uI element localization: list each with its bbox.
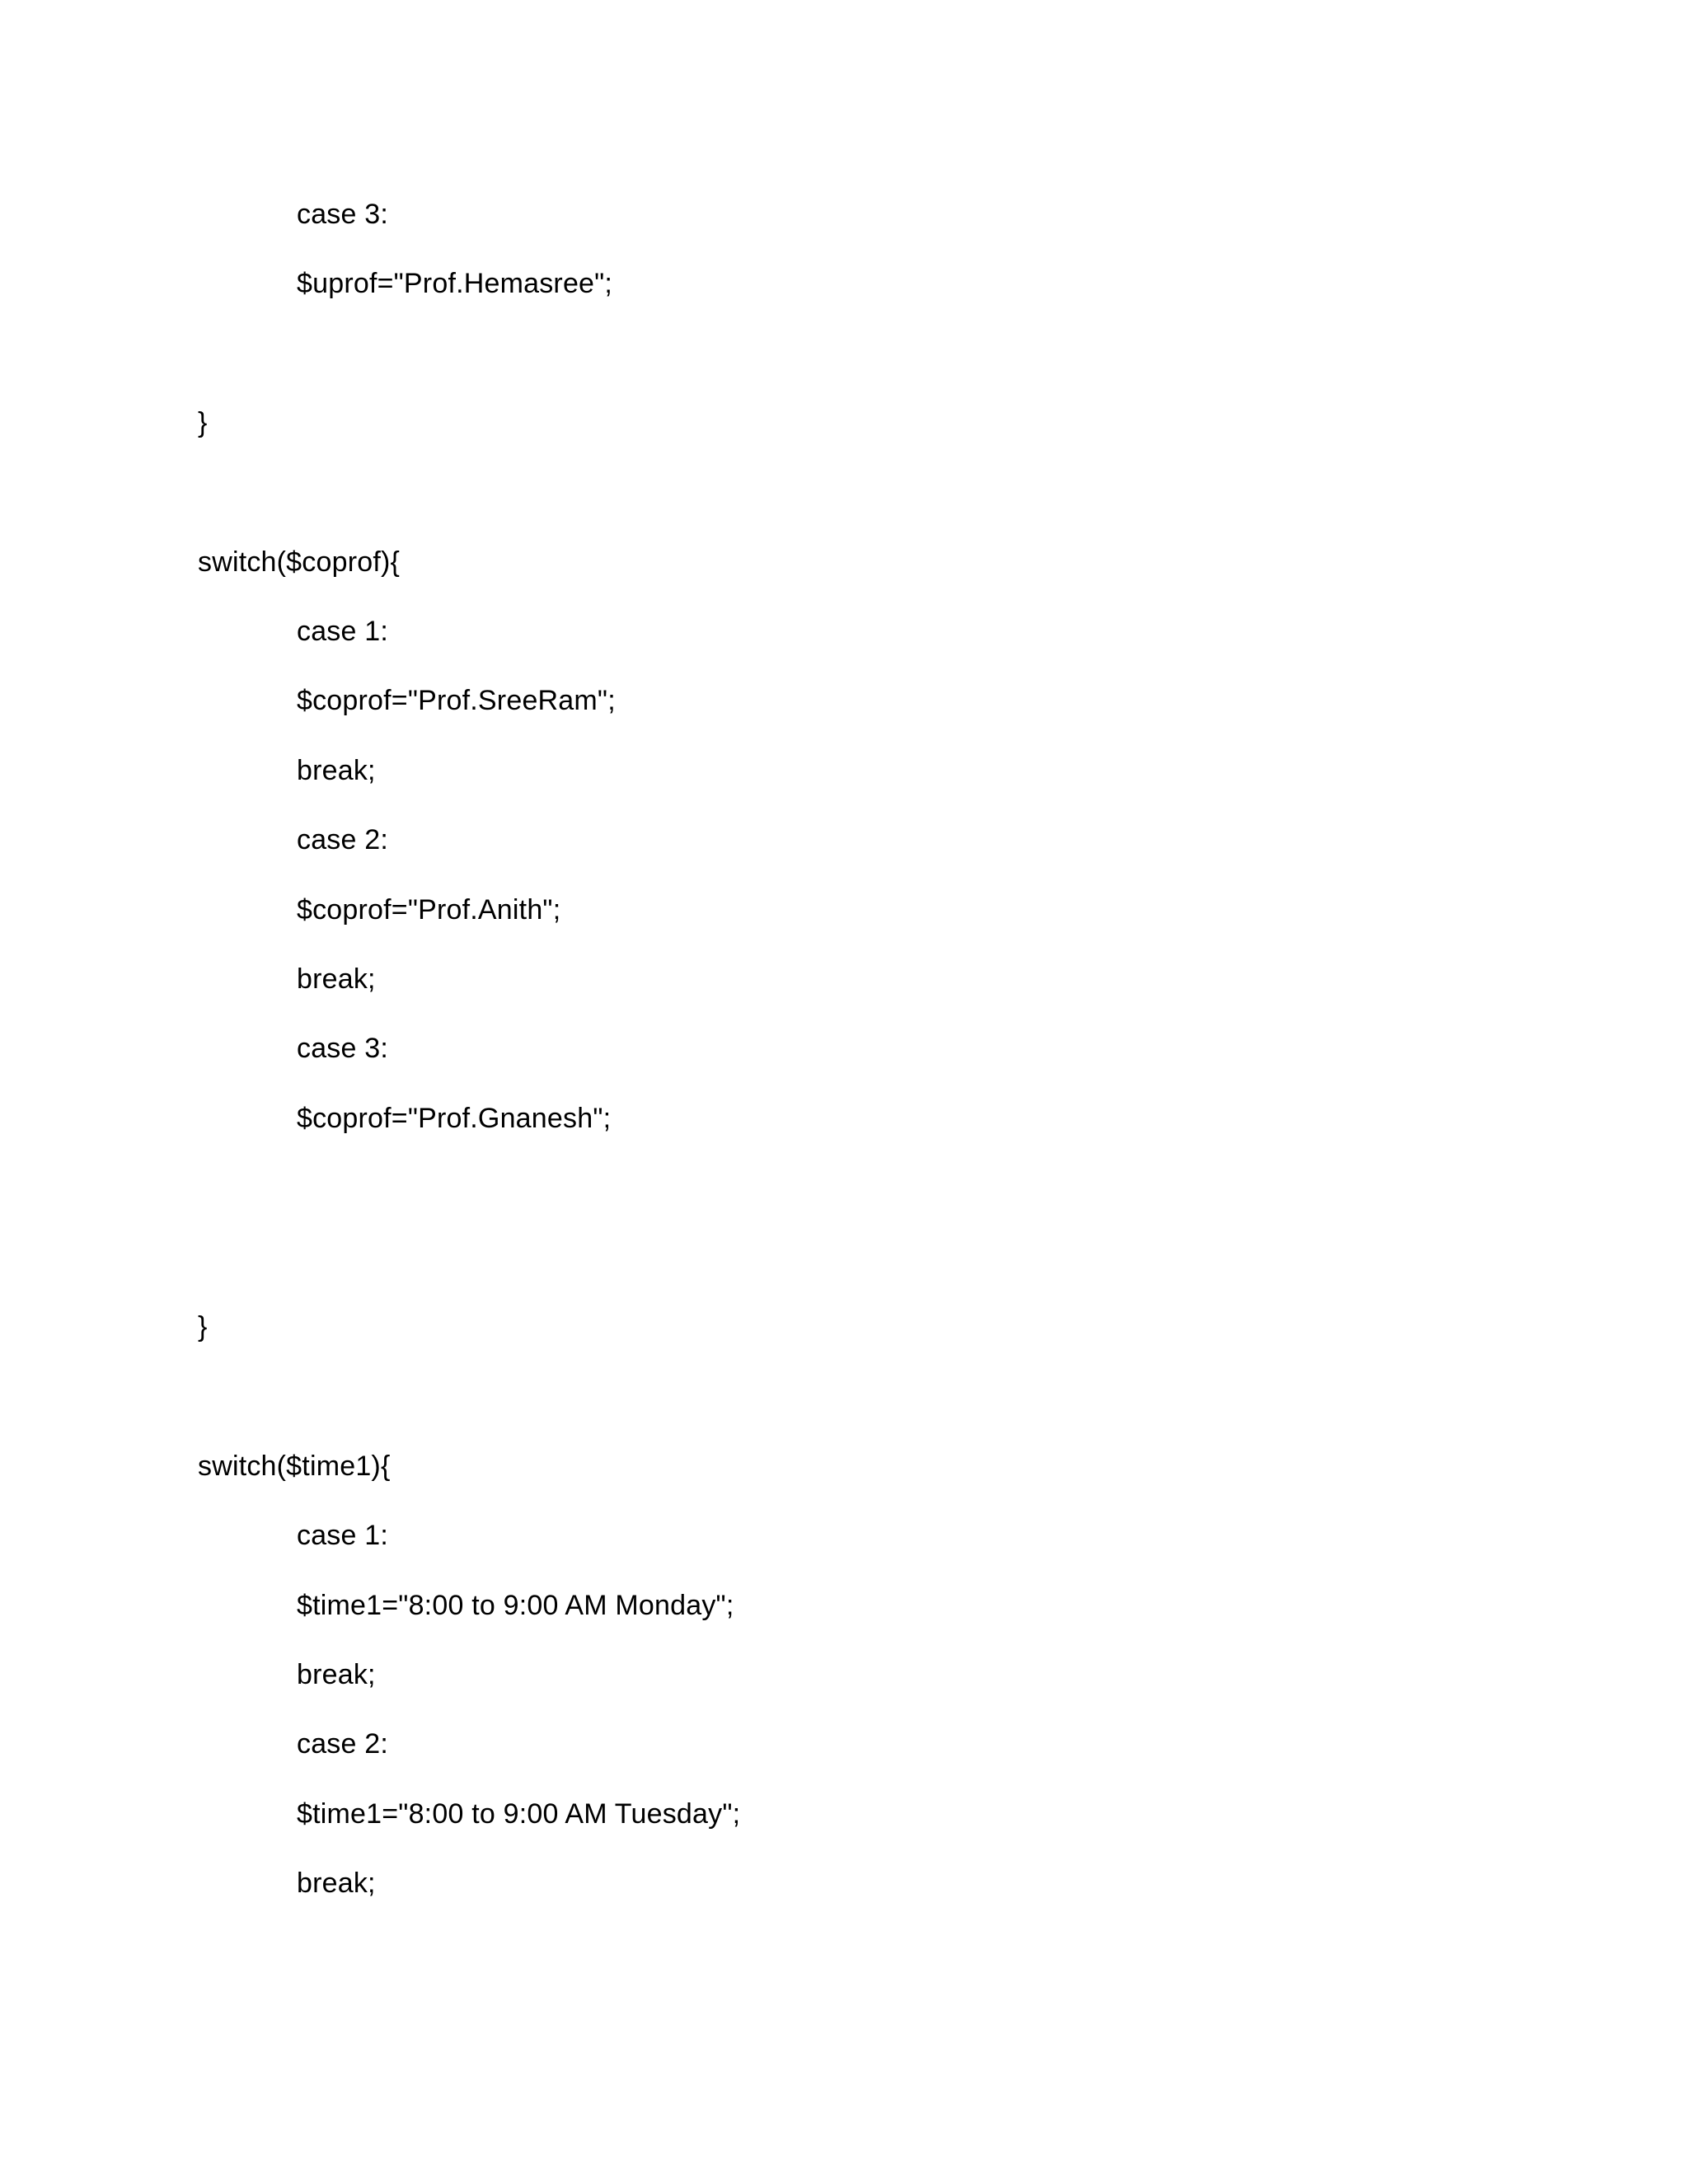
code-line: $uprof="Prof.Hemasree";: [297, 268, 613, 299]
code-line: break;: [297, 1659, 376, 1690]
code-line: $time1="8:00 to 9:00 AM Tuesday";: [297, 1798, 741, 1830]
code-line: $time1="8:00 to 9:00 AM Monday";: [297, 1590, 734, 1621]
code-line: $coprof="Prof.Gnanesh";: [297, 1103, 612, 1134]
code-line: case 3:: [297, 199, 389, 230]
code-line: case 3:: [297, 1033, 389, 1064]
code-line: case 2:: [297, 824, 389, 855]
code-line: switch($coprof){: [198, 546, 401, 578]
code-line: break;: [297, 755, 376, 786]
code-line: case 1:: [297, 1520, 389, 1551]
code-line: case 2:: [297, 1728, 389, 1760]
code-line: }: [198, 407, 208, 438]
code-line: $coprof="Prof.Anith";: [297, 894, 561, 926]
code-line: switch($time1){: [198, 1451, 391, 1482]
code-line: break;: [297, 963, 376, 995]
code-line: case 1:: [297, 616, 389, 647]
code-line: }: [198, 1311, 208, 1343]
code-line: $coprof="Prof.SreeRam";: [297, 685, 616, 716]
code-line: break;: [297, 1868, 376, 1899]
